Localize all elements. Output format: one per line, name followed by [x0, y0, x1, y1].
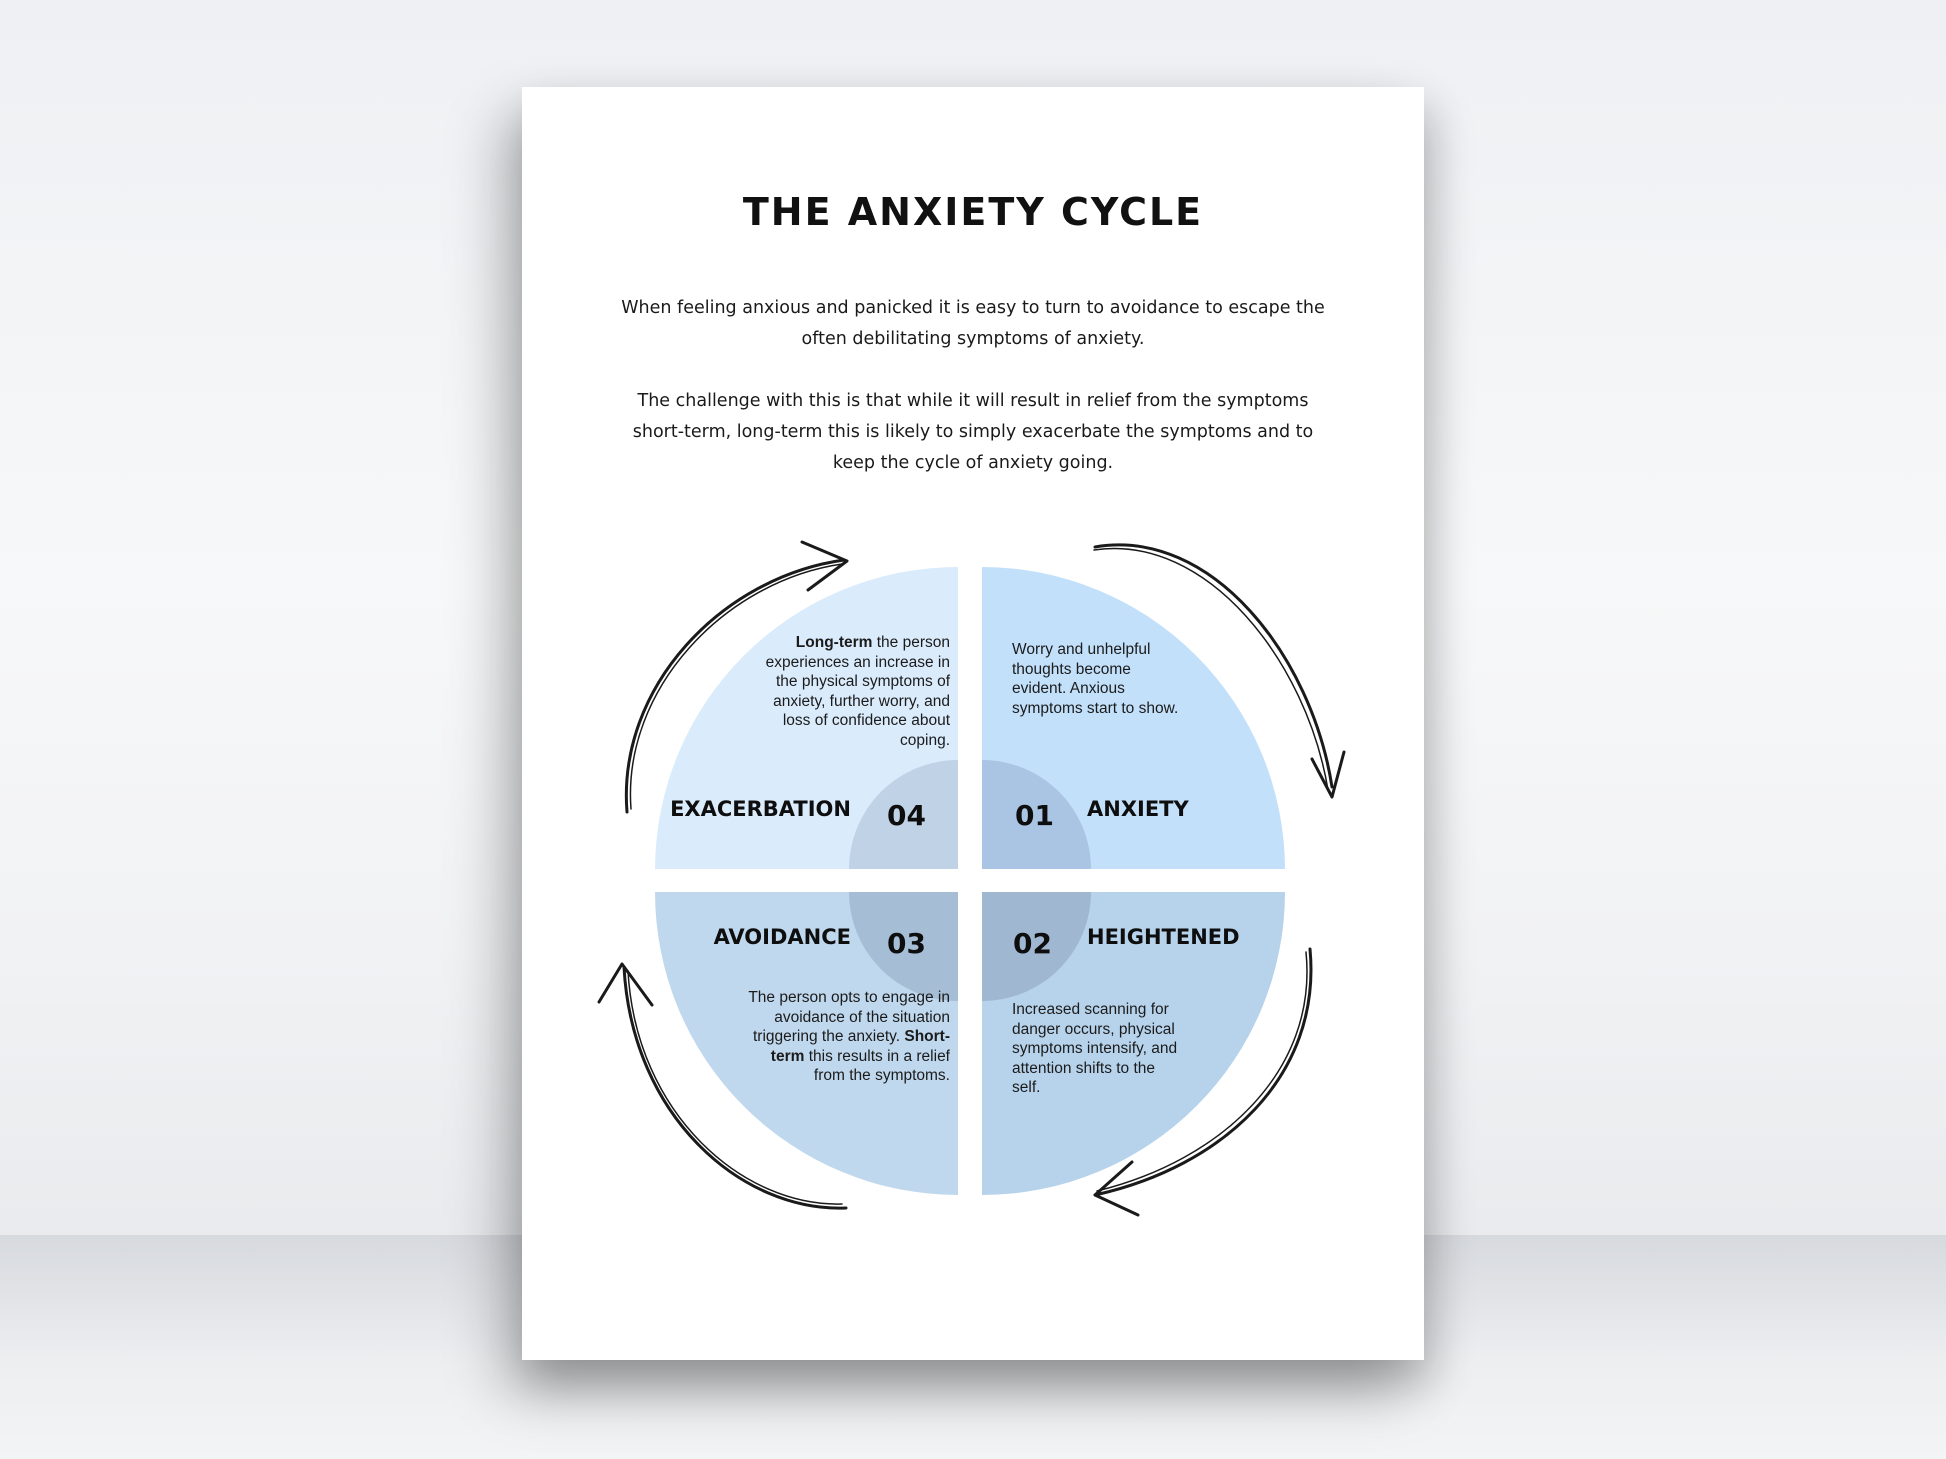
stage-01-description: Worry and unhelpful thoughts become evident. Anxious symptoms start to show. — [1012, 641, 1179, 717]
intro-paragraph-2: The challenge with this is that while it will result in relief from the symptoms short-term, long-term this is likely to simply exacerbate the symptoms and to keep the cycle of anxiety going. — [632, 391, 1314, 473]
stage-04-description-text: the person experiences an increase in the physical symptoms of anxiety, further worry, and loss of confidence about coping. — [765, 634, 950, 749]
stage-02-number: 02 — [1013, 927, 1052, 960]
stage-02-title: HEIGHTENED — [1087, 925, 1240, 949]
stage-04-title: EXACERBATION — [670, 797, 851, 821]
stage-03-title: AVOIDANCE — [713, 925, 851, 949]
stage-01-number: 01 — [1015, 799, 1054, 832]
stage-04-description-emphasis: Long-term — [795, 634, 873, 651]
intro-paragraph-1: When feeling anxious and panicked it is easy to turn to avoidance to escape the often debilitating symptoms of anxiety. — [621, 298, 1325, 349]
stage-04-number: 04 — [887, 799, 926, 832]
stage-03-description-text-end: this results in a relief from the symptoms. — [804, 1047, 950, 1084]
stage-02-description: Increased scanning for danger occurs, physical symptoms intensify, and attention shifts to the self. — [1012, 1001, 1178, 1096]
anxiety-cycle-diagram — [522, 87, 1424, 1360]
worksheet-page — [522, 87, 1424, 1360]
stage-01-title: ANXIETY — [1087, 797, 1189, 821]
stage-04-description — [747, 633, 950, 750]
stage-03-description-emphasis: Short-term — [770, 1028, 950, 1065]
stage-03-description-text: The person opts to engage in avoidance of the situation triggering the anxiety. — [748, 989, 950, 1045]
stage-03-number: 03 — [887, 927, 926, 960]
stage-03-description — [740, 988, 950, 1086]
page-title: THE ANXIETY CYCLE — [742, 190, 1204, 234]
